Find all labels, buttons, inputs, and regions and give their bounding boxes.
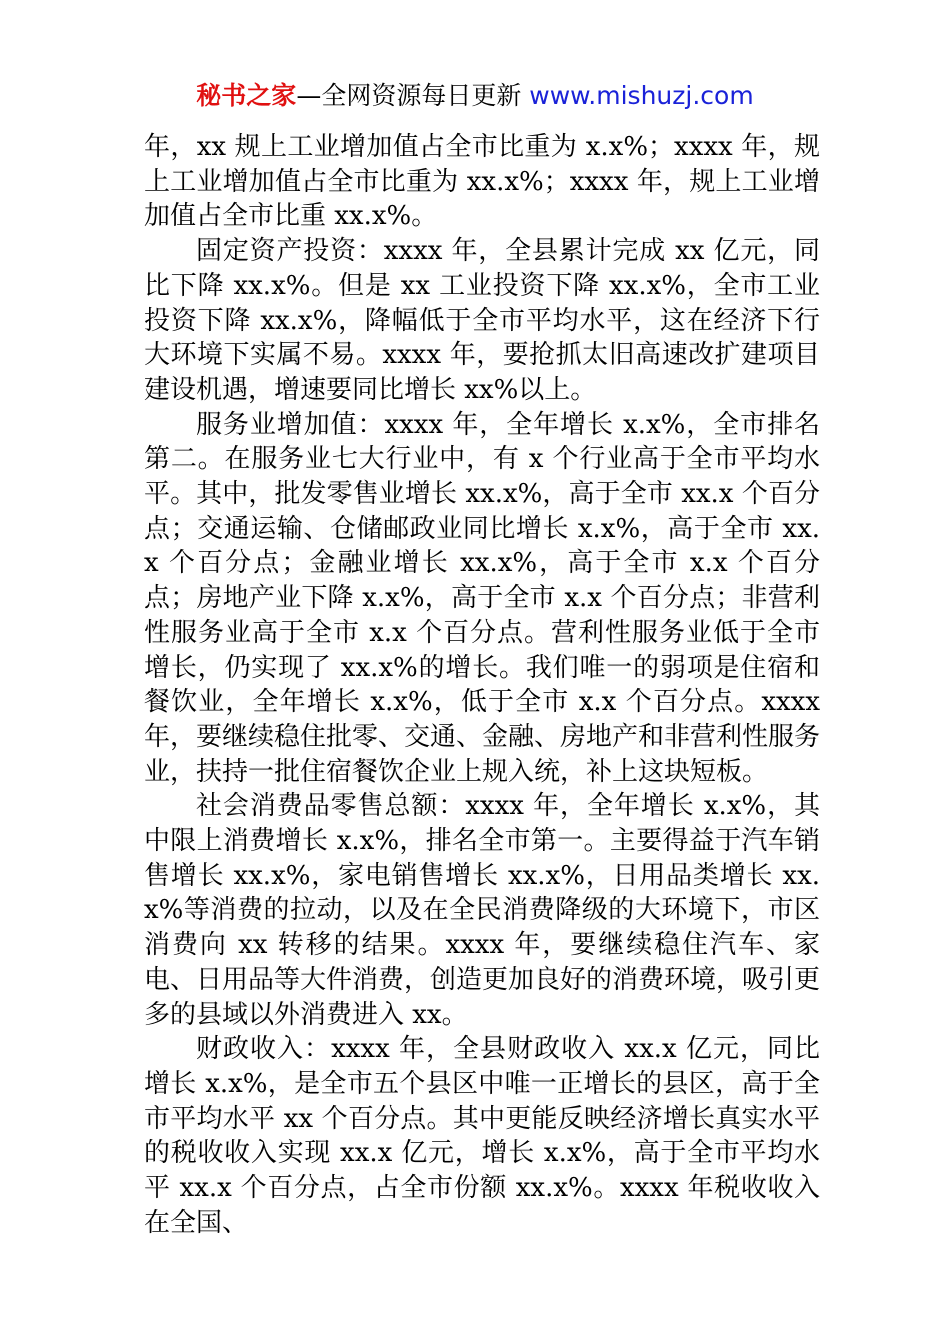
paragraph-retail-sales: 社会消费品零售总额：xxxx 年，全年增长 x.x%，其中限上消费增长 x.x%，排名全市第一。主要得益于汽车销售增长 xx.x%，家电销售增长 xx.x%，日用品类增长 xx.x%等消费的拉动，以及在全民消费降级的大环境下，市区消费向 xx 转移的结果。xxxx 年，要继续稳住汽车、家电、日用品等大件消费，创造更加良好的消费环境，吸引更多的县域以外消费进入 xx。 [144, 791, 821, 1030]
header-tagline: —全网资源每日更新 [296, 81, 530, 110]
brand-name: 秘书之家 [196, 81, 297, 110]
page-header [0, 80, 950, 112]
site-url[interactable]: www.mishuzj.com [529, 81, 754, 110]
paragraph-fixed-asset-investment: 固定资产投资：xxxx 年，全县累计完成 xx 亿元，同比下降 xx.x%。但是 xx 工业投资下降 xx.x%，全市工业投资下降 xx.x%，降幅低于全市平均水平，这在经济下行大环境下实属不易。xxxx 年，要抢抓太旧高速改扩建项目建设机遇，增速要同比增长 xx%以上。 [144, 236, 820, 405]
document-body [144, 130, 820, 1241]
paragraph-continuation: 年，xx 规上工业增加值占全市比重为 x.x%；xxxx 年，规上工业增加值占全市比重为 xx.x%；xxxx 年，规上工业增加值占全市比重 xx.x%。 [144, 132, 820, 232]
paragraph-service-industry: 服务业增加值：xxxx 年，全年增长 x.x%，全市排名第二。在服务业七大行业中，有 x 个行业高于全市平均水平。其中，批发零售业增长 xx.x%，高于全市 xx.x 个百分点；交通运输、仓储邮政业同比增长 x.x%，高于全市 xx.x 个百分点；金融业增长 xx.x%，高于全市 x.x 个百分点；房地产业下降 x.x%，高于全市 x.x 个百分点；非营利性服务业高于全市 x.x 个百分点。营利性服务业低于全市增长，仍实现了 xx.x%的增长。我们唯一的弱项是住宿和餐饮业，全年增长 x.x%，低于全市 x.x 个百分点。xxxx 年，要继续稳住批零、交通、金融、房地产和非营利性服务业，扶持一批住宿餐饮企业上规入统，补上这块短板。 [144, 409, 821, 787]
paragraph-fiscal-revenue: 财政收入：xxxx 年，全县财政收入 xx.x 亿元，同比增长 x.x%，是全市五个县区中唯一正增长的县区，高于全市平均水平 xx 个百分点。其中更能反映经济增长真实水平的税收收入实现 xx.x 亿元，增长 x.x%，高于全市平均水平 xx.x 个百分点，占全市份额 xx.x%。xxxx 年税收收入在全国、 [144, 1034, 820, 1238]
